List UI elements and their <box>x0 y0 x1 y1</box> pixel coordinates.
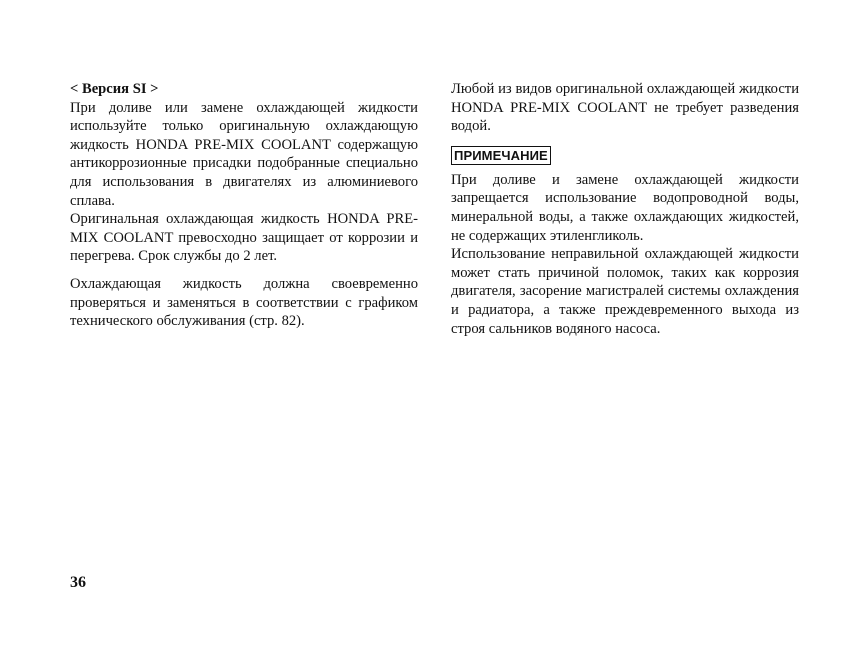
right-column <box>451 80 799 338</box>
coolant-usage-paragraph: При доливе или замене охлаждающей жидкости используйте только оригинальную охлаждающую жидкость HONDA PRE-MIX COOLANT содержащую антикоррозионные присадки подобранные специально для использования в двигателях из алюминиевого сплава. <box>70 99 418 209</box>
left-column <box>70 80 418 331</box>
note-label: ПРИМЕЧАНИЕ <box>451 146 551 165</box>
coolant-maintenance-paragraph: Охлаждающая жидкость должна своевременно проверяться и заменяться в соответствии с графиком технического обслуживания (стр. 82). <box>70 275 418 330</box>
coolant-protection-paragraph: Оригинальная охлаждающая жидкость HONDA PRE-MIX COOLANT превосходно защищает от коррозии и перегрева. Срок службы до 2 лет. <box>70 211 418 265</box>
no-dilution-paragraph: Любой из видов оригинальной охлаждающей жидкости HONDA PRE-MIX COOLANT не требует разведения водой. <box>451 81 799 135</box>
note-paragraph-damage: Использование неправильной охлаждающей жидкости может стать причиной поломок, таких как коррозия двигателя, засорение магистралей системы охлаждения и радиатора, а также преждевременного выхода из строя сальников водяного насоса. <box>451 246 799 337</box>
page-number: 36 <box>70 574 86 591</box>
version-heading: < Версия SI > <box>70 81 159 97</box>
note-paragraph-water: При доливе и замене охлаждающей жидкости запрещается использование водопроводной воды, минеральной воды, а также охлаждающих жидкостей, не содержащих этиленгликоль. <box>451 171 799 244</box>
